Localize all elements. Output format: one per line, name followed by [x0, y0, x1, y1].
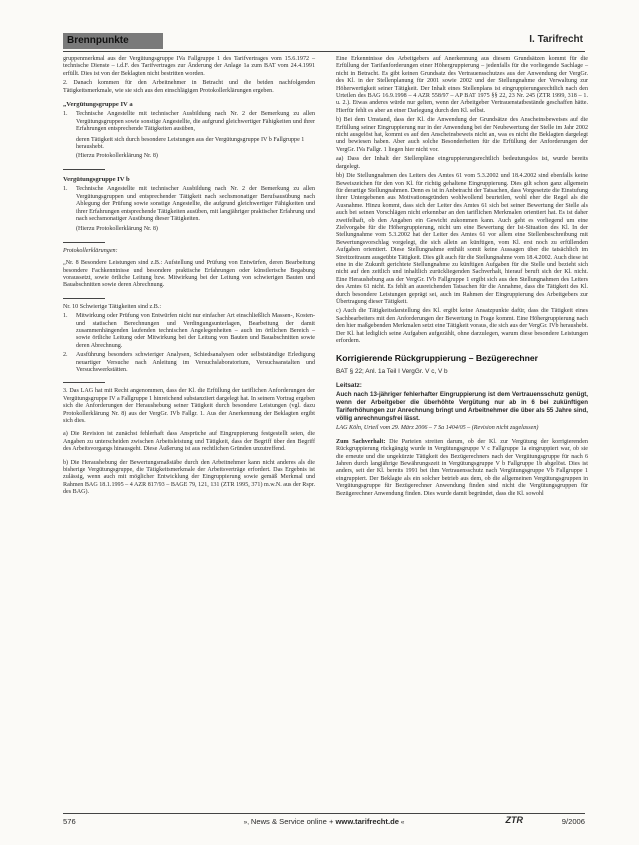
- footer-website: www.tarifrecht.de: [335, 817, 399, 826]
- page-header: [63, 31, 585, 52]
- vg4a-sub: deren Tätigkeit sich durch besondere Leistungen aus der Vergütungsgruppe IV b Fallgruppe 1 heraushebt.: [76, 136, 305, 151]
- protocol-heading: Protokollerklärungen:: [63, 247, 118, 254]
- right-column: [336, 56, 588, 500]
- para-b: b) Die Heraushebung der Bewertungsmaßstäbe durch den Arbeitnehmer kann nicht anderes als die bisherige Vergütungsgruppe, die Tätigkeitsmerkmale der Arbeitsverträge erfordert. Das Ergebnis ist zulässig, wenn auch mit möglicher Entwicklung der Eingruppierung sowie gemäß Merkmal und Rahmen BAG 18.1.1995 – 4 AZR 817/93 – BAGE 79, 121, 131 (ZTR 1995, 371) m.w.N. aus der Rspr. des BAG).: [63, 459, 315, 496]
- para-3: 3. Das LAG hat mit Recht angenommen, dass der Kl. die Erfüllung der tariflichen Anforderungen der Vergütungsgruppe IV a Fallgruppe 1 hinreichend substanziiert dargelegt hat. In seinem Vortrag ergeben sich die Anforderungen der Heraushebung seiner Tätigkeit durch besondere Leistungen (vgl. dazu Protokollerklärung Nr. 8) aus der VergGr. IVb Fallgr. 1. Aus der Anerkennung der Beklagten ergibt sich dies.: [63, 388, 315, 425]
- sachverhalt-paragraph: [336, 439, 588, 498]
- right-para-bb: bb) Die Stellungnahmen des Leiters des Amtes 61 vom 5.3.2002 und 18.4.2002 sind ebenfalls keine Beweiszeichen für den von Kl. für richtig gehaltene Eingruppierung. Dies gilt schon ganz allgemein für derartige Stellungnahmen. Denn es ist in Anbetracht der Tatsachen, dass Vorgesetzte die Einstufung ihrer Untergebenen aus Motivationsgründen wohlwollend beurteilen, wohl eher die Regel als die Ausnahme. Hinzu kommt, dass sich der Leiter des Amtes 61 sich bei seiner Bewertung der Stelle als auch bei seinen Vorschlägen nicht erkennbar an den tariflichen Merkmalen orientiert hat. Es ist daher zweifelhaft, ob den Angaben ein Gewicht zukommen kann. Auch geht es vorliegend um eine Zielvorgabe für die Höhergruppierung, nicht um eine Bewertung der Ist-Situation des Kl. In der Stellungnahme vom 5.3.2002 hat der Leiter des Amtes 61 vor allem eine Stellenbeschreibung mit Bewertungsvorschlag vorgelegt, die sich allein an künftigen, vom Kl. erst noch zu erfüllenden Aufgaben orientiert. Diese Stellungnahme enthält somit keine Aussagen über die tatsächlich im Streitzeitraum ausgeübte Tätigkeit. Dies gilt auch für die Stellungnahme vom 18.4.2002. Auch diese ist eine in die Zukunft gerichtete Stellungnahme zu künftigen Aufgaben für die Stelle und bezieht sich nicht auf den zeitlich und inhaltlich zurückliegenden Sachverhalt, hierauf beruft sich der Kl. nicht. Eine Heraushebung aus der VergGr. IVb Fallgruppe 1 ergibt sich aus den Stellungnahmen des Leiters des Amtes 61 nicht. Es fehlt an ausreichenden Tatsachen für die Annahme, dass die Tätigkeit des Kl. durch besondere Leistungen geprägt sei, auch im Rahmen der Eingruppierung des Arbeitgebers zur Übertragung dieser Tätigkeit.: [336, 173, 588, 305]
- case-heading: Korrigierende Rückgruppierung – Bezügerechner: [336, 353, 538, 364]
- protocol-8: „Nr. 8 Besondere Leistungen sind z.B.: Aufstellung und Prüfung von Entwürfen, deren Bearbeitung besondere Fachkenntnisse und besondere praktische Erfahrungen oder künstlerische Begabung voraussetzt, sowie örtliche Leitung bzw. Mitwirkung bei der Leitung von schwierigen Bauten und Bauabschnitten sowie deren Abrechnung.: [63, 260, 315, 289]
- protocol-10-heading: Nr. 10 Schwierige Tätigkeiten sind z.B.:: [63, 303, 162, 310]
- separator: [63, 298, 105, 299]
- para-a: a) Die Revision ist zunächst fehlerhaft dass Ansprüche auf Eingruppierung festgestellt seien, die Angaben zu unterscheiden zwischen Arbeitsleistung und Tätigkeit, dass der Begriff über den Begriff des Arbeitsvorgangs hinausgeht. Diese Äußerung ist aus rechtlichen Gründen unzutreffend.: [63, 431, 315, 453]
- footer-service-text: News & Service online: [250, 817, 327, 826]
- vg4b-protocol-ref: (Hierzu Protokollerklärung Nr. 8): [76, 226, 158, 233]
- page-footer: [63, 813, 585, 831]
- vg4a-protocol-ref: (Hierzu Protokollerklärung Nr. 8): [76, 153, 158, 160]
- vg4b-list: [63, 186, 315, 223]
- right-top-paragraph: Eine Erkenntnisse des Arbeitgebers auf Anerkennung aus diesem Grundsätzen kommt für die Erfüllung der Tarifanforderungen einer Höhergruppierung – jedenfalls für die vorliegende Sachlage – nicht in Betracht. Es gibt keinen Grundsatz des Vertrauensschutzes aus der Anwendung der VergGr. des Kl. in der Stellenplanung für 2001 sowie 2002 und der Stellungnahme der Verwaltung zur Höherwertigkeit seiner Tätigkeit. Der Inhalt eines Stellenplans ist eingruppierungsrechtlich nach den Urteilen des BAG 16.9.1998 – 4 AZR 558/97 – AP BAT 1975 §§ 22, 23 Nr. 245 (ZTR 1999, 318 – 1. u. 2.). Etwas anderes würde nur gelten, wenn der Arbeitgeber Vertrauenstatbestände geschaffen hätte. Hierfür fehlt es aber an einer Darlegung durch den Kl. selbst.: [336, 56, 588, 114]
- right-para-b: b) Bei dem Umstand, dass der Kl. die Anwendung der Grundsätze des Anscheinsbeweises auf die Erfüllung seiner Eingruppierung nur in der Anwendung bei der Neubewertung der Stelle im Jahr 2002 nicht ausgelöst hat, kommt es auf den Anscheinsbeweis nicht an, was es nicht die Beklagten dargelegt und bewiesen haben. Aber auch solche Besonderheiten für die Erfüllung der Anforderungen der VergGr. IVa Fallgr. 1 liegen hier nicht vor.: [336, 117, 588, 153]
- vg4b-heading: Vergütungsgruppe IV b: [63, 175, 130, 183]
- separator: [63, 242, 105, 243]
- vg4a-heading: „Vergütungsgruppe IV a: [63, 101, 133, 109]
- page-number: 576: [63, 817, 76, 826]
- journal-logo: ZTR: [505, 815, 523, 825]
- list-item: 2. Ausführung besonders schwieriger Analysen, Schiedsanalysen oder selbstständige Erledigung neuartiger Versuche nach Anleitung im Versuchslaboratorium, Versuchsanstalten und Versuchswerkstätten.: [63, 352, 315, 373]
- leitsatz-label: Leitsatz:: [336, 381, 362, 389]
- issue-number: 9/2006: [561, 817, 585, 826]
- footer-center: », News & Service online + www.tarifrecht.de «: [243, 817, 405, 826]
- header-chapter: I. Tarifrecht: [529, 34, 583, 45]
- list-item: 1. Mitwirkung oder Prüfung von Entwürfen nicht nur einfacher Art einschließlich Massen-, Kosten- und statischen Berechnungen und Verdingungsunterlagen, Bearbeitung der damit zusammenhängenden laufenden technischen Angelegenheiten – auch im örtlichen Bereich – sowie örtliche Leitung oder Mitwirkung bei der Leitung von Bauten und Bauabschnitten sowie deren Abrechnung.: [63, 313, 315, 349]
- right-para-c: c) Auch die Tätigkeitsdarstellung des Kl. ergibt keine Ansatzpunkte dafür, dass die Tätigkeit eines Sachbearbeiters mit den Anforderungen der Bewertung in Frage kommt. Eine Höhergruppierung nach den hier maßgebenden Merkmalen setzt eine Tätigkeit voraus, die sich aus der VergGr. IVb heraushebt. Der Kl. hat lediglich seine Aufgaben aufgezählt, ohne darzulegen, warum diese besondere Leistungen erfordern.: [336, 308, 588, 345]
- court-citation: LAG Köln, Urteil vom 29. März 2006 – 7 Sa 1404/05 – (Revision nicht zugelassen): [336, 425, 539, 432]
- leitsatz-text: Auch nach 13-jähriger fehlerhafter Eingruppierung ist dem Vertrauensschutz genügt, wenn der Arbeitgeber die überhöhte Vergütung nur ab in 6 bei zukünftigen Tariferhöhungen zur Anrechnung bringt und Arbeitnehmer die über als 55 Jahre sind, völlig anrechnungsfrei lässt.: [336, 391, 588, 422]
- intro-paragraph: gruppenmerkmal aus der Vergütungsgruppe IVa Fallgruppe 1 des Tarifvertrages vom 15.6.1972 – technische Dienste – i.d.F. des Tarifvertrages zur Änderung der Anlage 1a zum BAT vom 24.4.1991 erfüllt. Dies ist von der Beklagten nicht bestritten worden.: [63, 56, 315, 77]
- para-2: 2. Danach kommen für den Arbeitnehmer in Betracht und die beiden nachfolgenden Tätigkeitsmerkmale, wie sie sich aus den einschlägigen Protokollerklärungen ergeben.: [63, 80, 315, 94]
- separator: [63, 382, 105, 383]
- vg4a-list: [63, 111, 315, 133]
- protocol-10-list: [63, 313, 315, 374]
- sachverhalt-text: Die Parteien streiten darum, ob der Kl. zur Vergütung der korrigierenden Rückgruppierung rückgängig wurde in Vergütungsgruppe V c Fallgruppe 1a eingruppiert war, ob sie die erneute und die ungekürzte Tätigkeit des Bezügerechners nach der Vergütungsgruppe für nach 6 Jahren durch langjährige Bewährungszeit in Vergütungsgruppe V b Fallgruppe 1b abgelöst. Dies ist anders, seit der Kl. bereits 1991 bei ihm Vertrauensschutz nach Vergütungsgruppe Vb Fallgruppe 1 eingruppiert. Der Beklagte als ein solcher betrieb aus dem, ob die allgemeinen Vergütungsgruppen in Vergütungsgruppe für Bezügerechner Anwendung finden sind nicht die Vergütungsgruppen für Bezügerechner Anwendung finden. Dies wurde damit begründet, dass die Kl. sowohl: [336, 438, 588, 497]
- case-norms: BAT § 22; Anl. 1a Teil I VergGr. V c, V b: [336, 368, 448, 376]
- separator: [63, 169, 105, 170]
- right-para-aa: aa) Dass der Inhalt der Stellenpläne eingruppierungsrechtlich bedeutungslos ist, wurde bereits dargelegt.: [336, 156, 588, 170]
- left-column: [63, 56, 315, 499]
- header-section-label: Brennpunkte: [63, 33, 163, 49]
- sachverhalt-label: Zum Sachverhalt:: [336, 438, 386, 445]
- list-item: 1. Technische Angestellte mit technischer Ausbildung nach Nr. 2 der Bemerkung zu allen Vergütungsgruppen und entsprechender Tätigkeit nach sechsmonatiger Berufsausübung nach Ablegung der Prüfung sowie sonstige Angestellte, die aufgrund gleichwertiger Fähigkeiten und ihrer Erfahrungen entsprechende Tätigkeiten ausüben, mit langjähriger praktischer Erfahrung und nach sechsmonatiger Ausübung dieser Tätigkeiten.: [63, 186, 315, 222]
- list-item: 1. Technische Angestellte mit technischer Ausbildung nach Nr. 2 der Bemerkung zu allen Vergütungsgruppen sowie sonstige Angestellte, die aufgrund gleichwertiger Fähigkeiten und ihrer Erfahrungen entsprechende Tätigkeiten ausüben,: [63, 111, 315, 133]
